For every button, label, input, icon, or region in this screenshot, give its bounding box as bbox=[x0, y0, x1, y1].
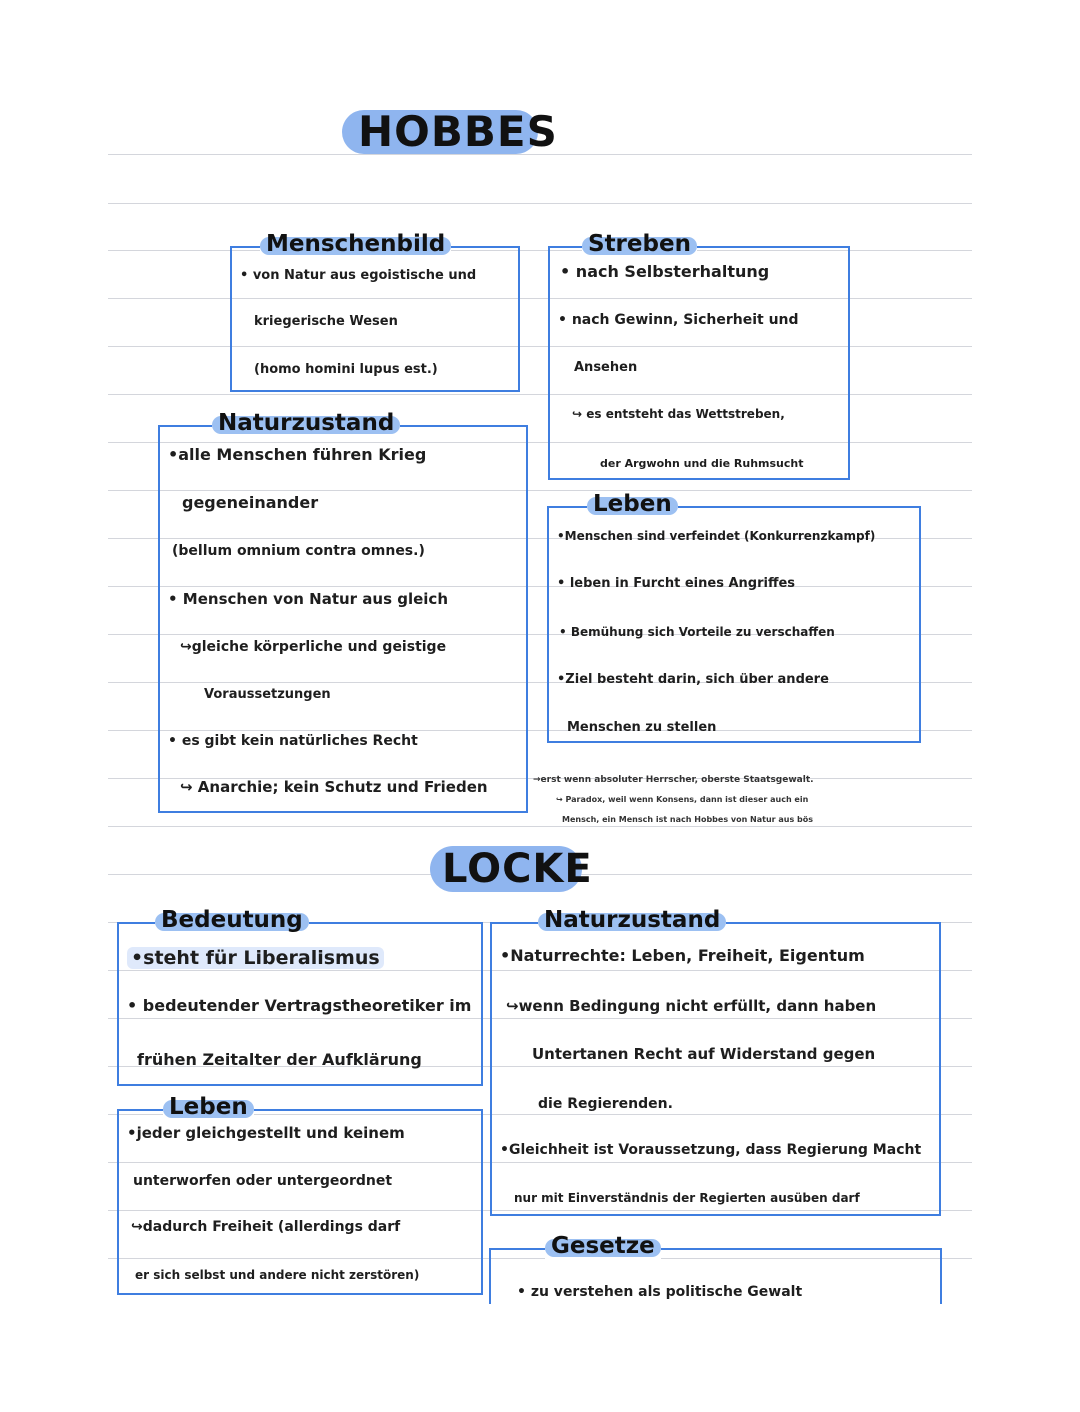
hobbes-naturzustand-heading: Naturzustand bbox=[212, 410, 400, 436]
hobbes-title bbox=[342, 104, 558, 160]
locke-naturzustand-heading: Naturzustand bbox=[538, 907, 726, 933]
bedeutung-line: frühen Zeitalter der Aufklärung bbox=[137, 1050, 422, 1069]
locke-naturzustand-line: nur mit Einverständnis der Regierten ausüben darf bbox=[514, 1191, 860, 1205]
locke-leben-box bbox=[117, 1094, 483, 1295]
naturzustand-line: • Menschen von Natur aus gleich bbox=[168, 590, 449, 608]
ruled-line bbox=[108, 826, 972, 827]
locke-naturzustand-line: die Regierenden. bbox=[538, 1096, 673, 1112]
naturzustand-line: Voraussetzungen bbox=[204, 687, 331, 702]
locke-leben-heading: Leben bbox=[163, 1094, 254, 1120]
locke-title bbox=[430, 842, 593, 898]
bedeutung-line: •steht für Liberalismus bbox=[127, 948, 384, 968]
gesetze-heading: Gesetze bbox=[545, 1233, 661, 1259]
leben-line: Menschen zu stellen bbox=[567, 720, 717, 735]
menschenbild-line: kriegerische Wesen bbox=[254, 314, 398, 329]
leben-line: •Ziel besteht darin, sich über andere bbox=[557, 672, 829, 687]
bedeutung-line: • bedeutender Vertragstheoretiker im bbox=[127, 996, 472, 1015]
streben-heading: Streben bbox=[582, 231, 697, 257]
gesetze-line: • zu verstehen als politische Gewalt bbox=[517, 1284, 803, 1300]
streben-box bbox=[548, 231, 850, 480]
locke-leben-line: ↪dadurch Freiheit (allerdings darf bbox=[131, 1219, 401, 1235]
ruled-line bbox=[108, 203, 972, 204]
hobbes-title-text: HOBBES bbox=[358, 107, 558, 156]
streben-line: Ansehen bbox=[574, 360, 638, 375]
hobbes-note-line: Mensch, ein Mensch ist nach Hobbes von Natur aus bös bbox=[562, 815, 814, 824]
locke-leben-line: •jeder gleichgestellt und keinem bbox=[127, 1124, 405, 1142]
naturzustand-line: •alle Menschen führen Krieg bbox=[168, 445, 427, 464]
leben-line: • Bemühung sich Vorteile zu verschaffen bbox=[559, 625, 835, 639]
locke-leben-line: er sich selbst und andere nicht zerstören) bbox=[135, 1268, 420, 1282]
hobbes-naturzustand-box bbox=[158, 410, 528, 813]
locke-naturzustand-box bbox=[490, 907, 941, 1216]
naturzustand-line: ↪gleiche körperliche und geistige bbox=[180, 639, 447, 655]
locke-naturzustand-line: Untertanen Recht auf Widerstand gegen bbox=[532, 1045, 876, 1063]
menschenbild-heading: Menschenbild bbox=[260, 231, 451, 257]
menschenbild-line: • von Natur aus egoistische und bbox=[240, 268, 477, 283]
menschenbild-box bbox=[230, 231, 520, 392]
page-bottom-margin bbox=[0, 1304, 1080, 1412]
locke-leben-line: unterworfen oder untergeordnet bbox=[133, 1173, 393, 1189]
naturzustand-line: ↪ Anarchie; kein Schutz und Frieden bbox=[180, 778, 488, 796]
naturzustand-line: gegeneinander bbox=[182, 493, 319, 512]
hobbes-leben-box bbox=[547, 491, 921, 743]
hobbes-leben-heading: Leben bbox=[587, 491, 678, 517]
hobbes-note-line: ↪ Paradox, weil wenn Konsens, dann ist dieser auch ein bbox=[556, 795, 809, 804]
locke-naturzustand-line: •Naturrechte: Leben, Freiheit, Eigentum bbox=[500, 946, 865, 965]
leben-line: • leben in Furcht eines Angriffes bbox=[557, 576, 796, 591]
bedeutung-heading: Bedeutung bbox=[155, 907, 309, 933]
streben-line: • nach Selbsterhaltung bbox=[560, 262, 770, 281]
streben-line: ↪ es entsteht das Wettstreben, bbox=[572, 407, 785, 421]
streben-line: • nach Gewinn, Sicherheit und bbox=[558, 312, 799, 328]
menschenbild-line: (homo homini lupus est.) bbox=[254, 362, 438, 377]
naturzustand-line: • es gibt kein natürliches Recht bbox=[168, 733, 418, 749]
hobbes-note-line: →erst wenn absoluter Herrscher, oberste Staatsgewalt. bbox=[533, 775, 814, 785]
bedeutung-box bbox=[117, 907, 483, 1086]
streben-line: der Argwohn und die Ruhmsucht bbox=[600, 457, 804, 470]
leben-line: •Menschen sind verfeindet (Konkurrenzkampf) bbox=[557, 529, 876, 543]
locke-naturzustand-line: ↪wenn Bedingung nicht erfüllt, dann haben bbox=[506, 997, 877, 1015]
naturzustand-line: (bellum omnium contra omnes.) bbox=[172, 543, 425, 559]
locke-naturzustand-line: •Gleichheit ist Voraussetzung, dass Regierung Macht bbox=[500, 1142, 922, 1158]
locke-title-text: LOCKE bbox=[442, 846, 593, 892]
